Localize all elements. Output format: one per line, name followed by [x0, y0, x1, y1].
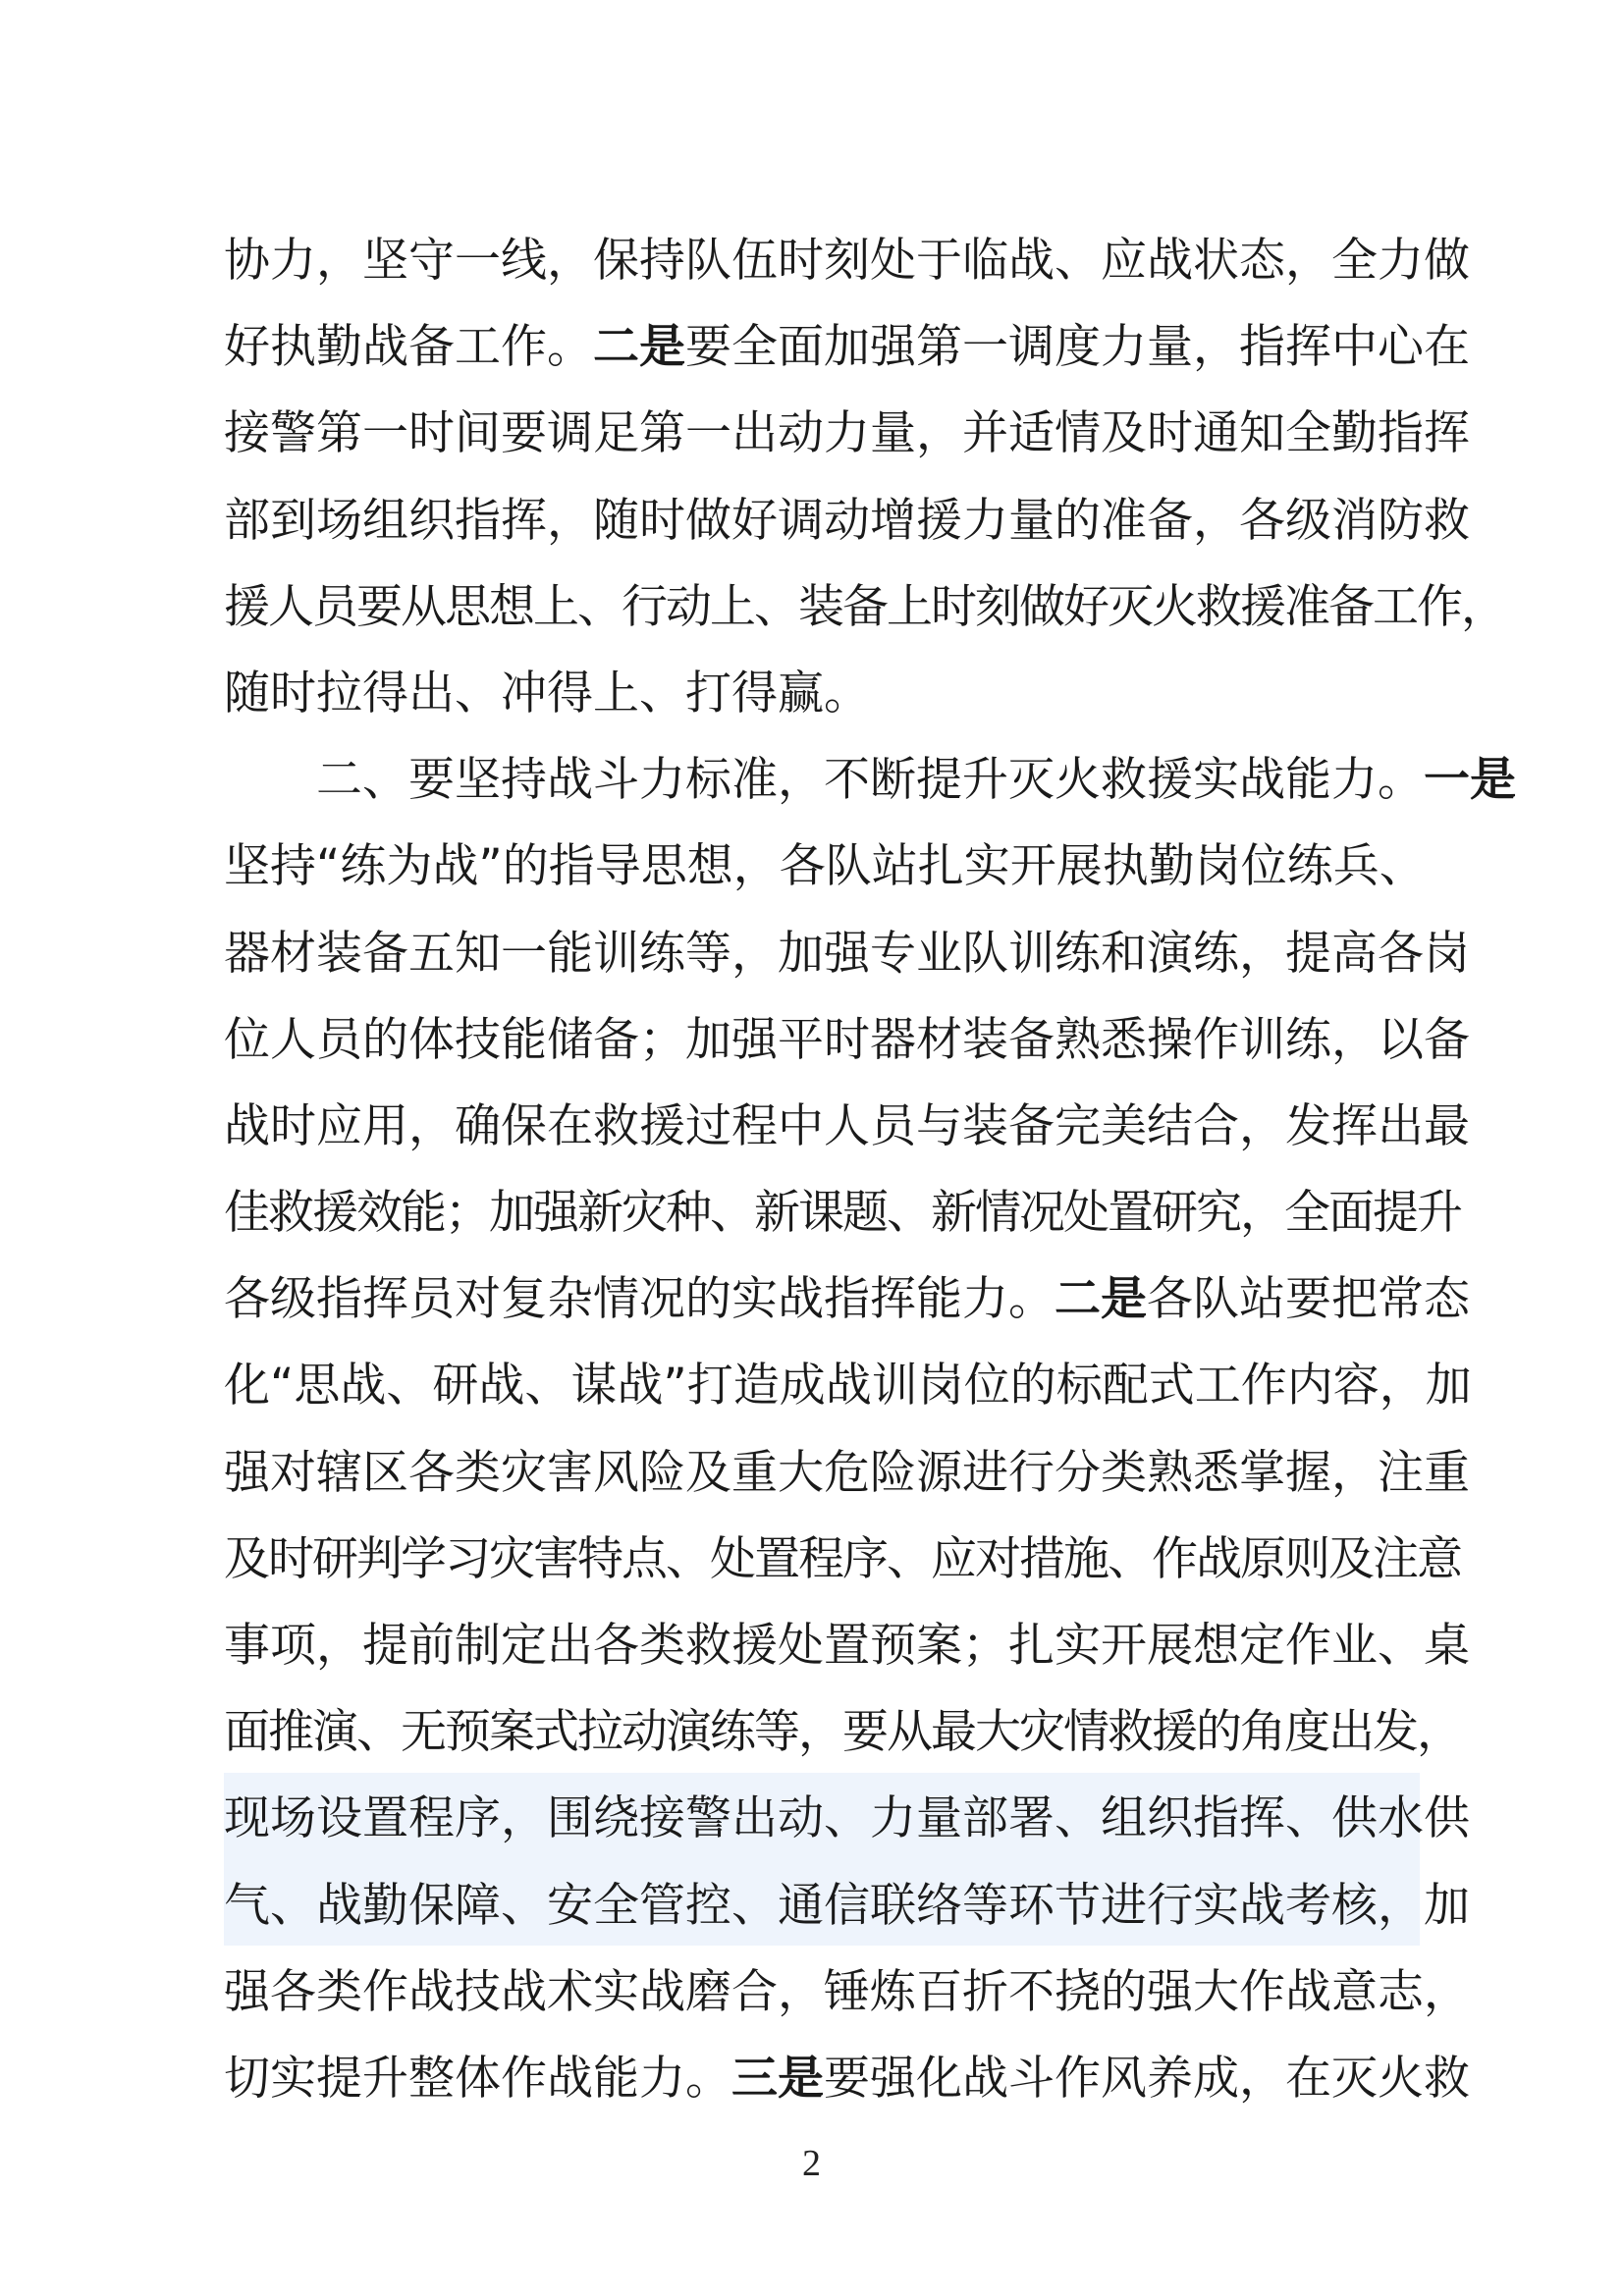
text-line: 佳救援效能；加强新灾种、新课题、新情况处置研究，全面提升: [224, 1186, 1461, 1241]
text-line: 器材装备五知一能训练等，加强专业队训练和演练，提高各岗: [224, 926, 1470, 981]
text-line: 化“思战、研战、谋战”打造成战训岗位的标配式工作内容，加: [224, 1359, 1472, 1414]
bold-marker: 二是: [593, 320, 685, 375]
text-line: 切实提升整体作战能力。三是要强化战斗作风养成，在灭火救: [224, 2051, 1470, 2106]
text-line: 协力，坚守一线，保持队伍时刻处于临战、应战状态，全力做: [224, 234, 1470, 288]
text-line: 位人员的体技能储备；加强平时器材装备熟悉操作训练，以备: [224, 1012, 1470, 1067]
text-line: 部到场组织指挥，随时做好调动增援力量的准备，各级消防救: [224, 493, 1470, 548]
text-line: 气、战勤保障、安全管控、通信联络等环节进行实战考核，加: [224, 1878, 1470, 1933]
text-line: 接警第一时间要调足第一出动力量，并适情及时通知全勤指挥: [224, 406, 1470, 461]
text-line: 强对辖区各类灾害风险及重大危险源进行分类熟悉掌握，注重: [224, 1445, 1470, 1500]
paragraph-heading-line: 二、要坚持战斗力标准，不断提升灭火救援实战能力。一是: [316, 753, 1516, 808]
text-line: 好执勤战备工作。二是要全面加强第一调度力量，指挥中心在: [224, 320, 1470, 375]
text-line: 坚持“练为战”的指导思想，各队站扎实开展执勤岗位练兵、: [224, 839, 1426, 894]
text-line: 现场设置程序，围绕接警出动、力量部署、组织指挥、供水供: [224, 1791, 1470, 1846]
text-line: 随时拉得出、冲得上、打得赢。: [224, 666, 870, 721]
text-line: 各级指挥员对复杂情况的实战指挥能力。二是各队站要把常态: [224, 1272, 1470, 1327]
text-line: 援人员要从思想上、行动上、装备上时刻做好灭火救援准备工作，: [224, 579, 1505, 634]
text-line: 事项，提前制定出各类救援处置预案；扎实开展想定作业、桌: [224, 1619, 1470, 1673]
bold-marker: 二是: [1055, 1272, 1147, 1327]
body-text: [224, 218, 1516, 2122]
text-line: 及时研判学习灾害特点、处置程序、应对措施、作战原则及注意: [224, 1531, 1461, 1586]
bold-marker: 一是: [1424, 753, 1516, 808]
text-line: 面推演、无预案式拉动演练等，要从最大灾情救援的角度出发，: [224, 1705, 1461, 1760]
text-line: 强各类作战技战术实战磨合，锤炼百折不挠的强大作战意志，: [224, 1964, 1470, 2019]
bold-marker: 三是: [731, 2051, 824, 2106]
text-line: 战时应用，确保在救援过程中人员与装备完美结合，发挥出最: [224, 1098, 1470, 1153]
page-number: 2: [802, 2143, 821, 2184]
